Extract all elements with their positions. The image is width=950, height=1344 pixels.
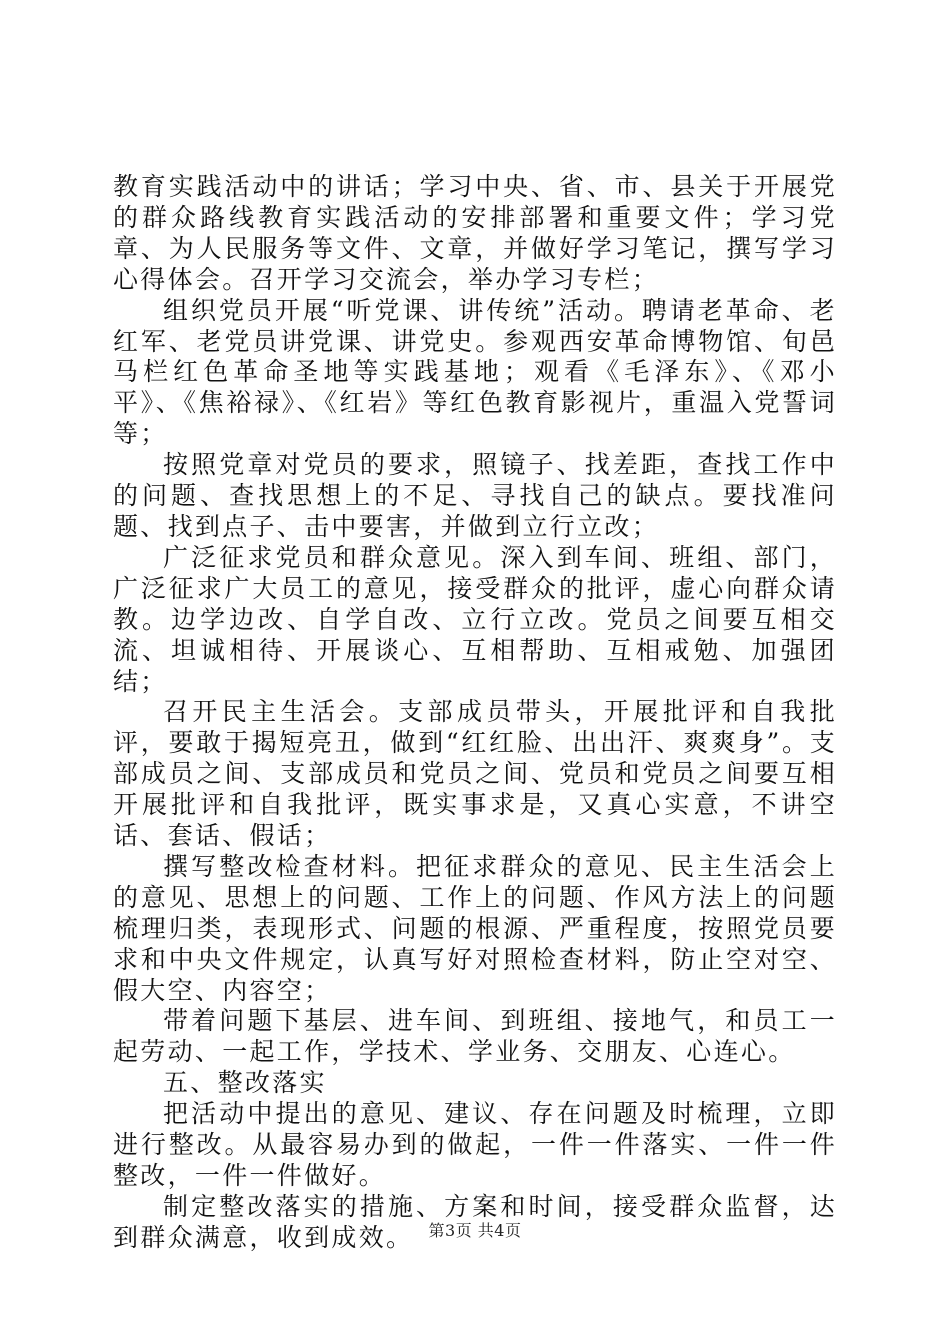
paragraph-9: 制定整改落实的措施、方案和时间，接受群众监督，达到群众满意，收到成效。 xyxy=(113,1191,837,1252)
paragraph-4: 广泛征求党员和群众意见。深入到车间、班组、部门，广泛征求广大员工的意见，接受群众的批评，虚心向群众请教。边学边改、自学自改、立行立改。党员之间要互相交流、坦诚相待、开展谈心、互相帮助、互相戒勉、加强团结； xyxy=(113,542,837,696)
paragraph-1: 教育实践活动中的讲话；学习中央、省、市、县关于开展党的群众路线教育实践活动的安排部署和重要文件；学习党章、为人民服务等文件、文章，并做好学习笔记，撰写学习心得体会。召开学习交流会，举办学习专栏； xyxy=(113,172,837,294)
section-heading-rectification: 五、整改落实 xyxy=(163,1068,327,1098)
page-number-footer: 第3页 共4页 xyxy=(428,1221,522,1240)
paragraph-5: 召开民主生活会。支部成员带头，开展批评和自我批评，要敢于揭短亮丑，做到“红红脸、出出汗、爽爽身”。支部成员之间、支部成员和党员之间、党员和党员之间要互相开展批评和自我批评，既实事求是，又真心实意，不讲空话、套话、假话； xyxy=(113,697,837,851)
paragraph-6: 撰写整改检查材料。把征求群众的意见、民主生活会上的意见、思想上的问题、工作上的问题、作风方法上的问题梳理归类，表现形式、问题的根源、严重程度，按照党员要求和中央文件规定，认真写好对照检查材料，防止空对空、假大空、内容空； xyxy=(113,851,837,1005)
paragraph-8: 把活动中提出的意见、建议、存在问题及时梳理，立即进行整改。从最容易办到的做起，一件一件落实、一件一件整改，一件一件做好。 xyxy=(113,1099,837,1190)
paragraph-3: 按照党章对党员的要求，照镜子、找差距，查找工作中的问题、查找思想上的不足、寻找自己的缺点。要找准问题、找到点子、击中要害，并做到立行立改； xyxy=(113,450,837,541)
paragraph-2: 组织党员开展“听党课、讲传统”活动。聘请老革命、老红军、老党员讲党课、讲党史。参观西安革命博物馆、旬邑马栏红色革命圣地等实践基地；观看《毛泽东》、《邓小平》、《焦裕禄》、《红岩》等红色教育影视片，重温入党誓词等； xyxy=(113,295,837,449)
paragraph-7: 带着问题下基层、进车间、到班组、接地气，和员工一起劳动、一起工作，学技术、学业务、交朋友、心连心。 xyxy=(113,1006,837,1067)
document-body xyxy=(113,172,837,1254)
